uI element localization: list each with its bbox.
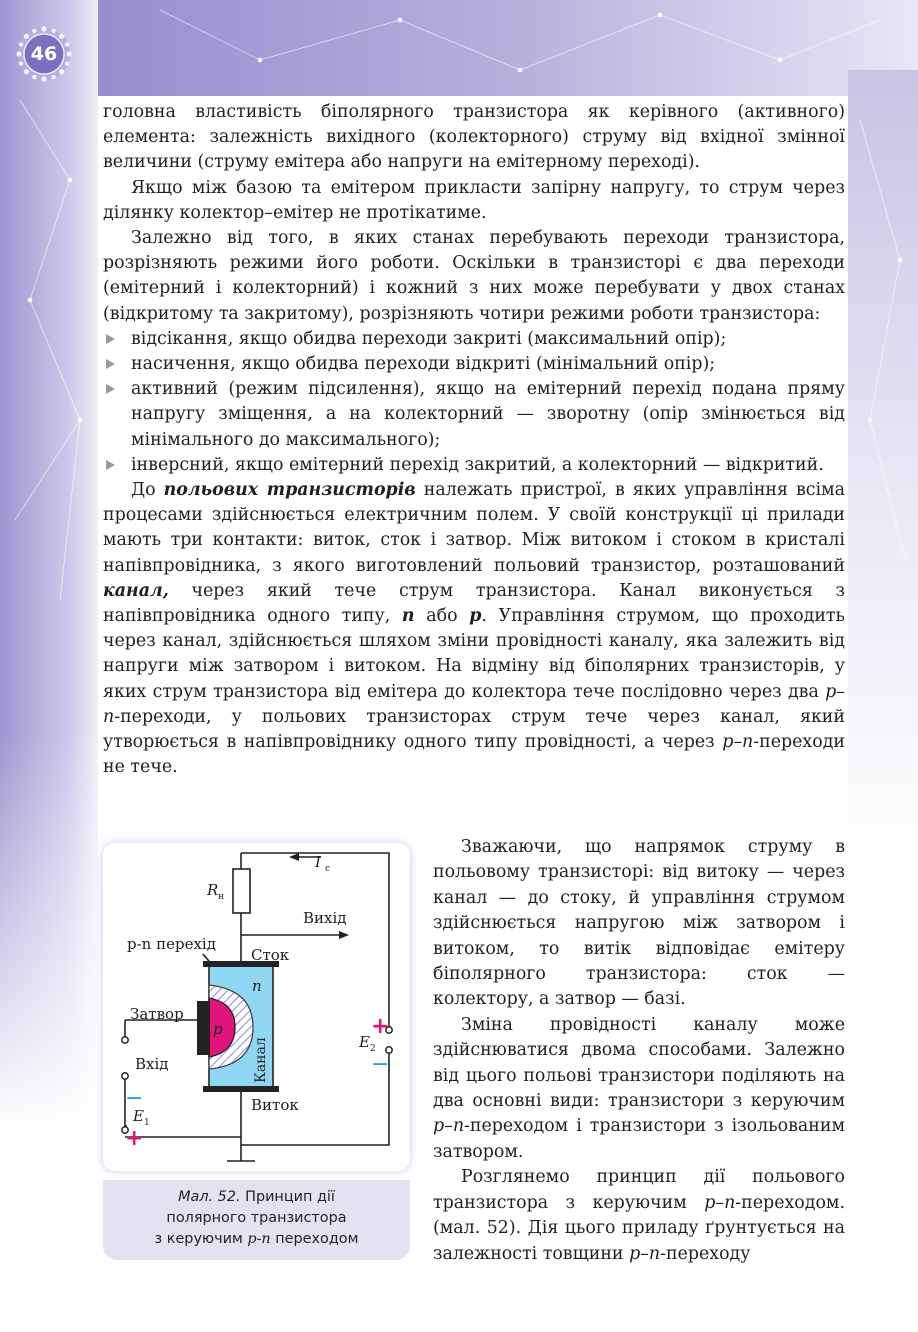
plus-sign: + [125, 1126, 144, 1151]
caption-text: переходом [270, 1231, 359, 1247]
caption-line: полярного транзистора [166, 1210, 347, 1226]
term-field-transistors: польових транзисторів [163, 480, 416, 501]
text-run: або [414, 606, 470, 627]
figure-caption [103, 1180, 410, 1260]
e1-label-sub: 1 [144, 1118, 150, 1128]
caption-line [103, 1187, 410, 1208]
list-item-text: насичення, якщо обидва переходи відкриті (мінімальний опір); [131, 354, 716, 375]
text-run: -переходу [660, 1243, 751, 1264]
minus-sign: − [371, 1052, 390, 1077]
text-run: належать пристрої, в яких управління всіма процесами здійснюється електричним полем. У своїй конструкції ці прилади мають три контакти: виток, сток і затвор. Між витоком і стоком в кристалі напівпровідника, з якого виготовлений польовий транзистор, розташований [103, 480, 845, 576]
channel-label: Канал [253, 1037, 269, 1083]
text-run: Розглянемо принцип дії польового транзистора з керуючим [433, 1167, 845, 1213]
output-label: Вихід [303, 909, 347, 927]
source-label: Виток [251, 1096, 299, 1114]
term-p: p [469, 606, 482, 627]
term-n: n [401, 606, 415, 627]
page-number: 46 [30, 43, 58, 65]
gate-label: Затвор [130, 1005, 184, 1023]
page-number-badge [16, 26, 72, 82]
text-run: через який тече струм транзистора. Канал виконується з напівпровідника одного типу, [103, 580, 845, 627]
text-run: -переходи, у польових транзисторах струм тече через канал, який утворюється в напівпровіднику одного типу провідності, а через [103, 706, 845, 753]
term-pn: p–n [629, 1243, 661, 1264]
text-run: -переходом і транзистори з ізольованим затвором. [433, 1116, 845, 1162]
caption-term: p-n [247, 1231, 271, 1247]
list-item [103, 352, 845, 377]
term-pn: p–n [103, 681, 845, 727]
paragraph: головна властивість біполярного транзистора як керівного (активного) елемента: залежність вихідного (колекторного) струму від вхідної змінної величини (струму емітера або напруги на емітерному переході). [103, 102, 845, 173]
figure-number: Мал. 52. [178, 1189, 241, 1205]
resistor-label-sub: н [218, 892, 224, 902]
n-region-label: n [252, 977, 262, 995]
current-label: I [315, 853, 321, 871]
term-pn: p–n [433, 1116, 465, 1137]
list-item [103, 453, 845, 478]
current-label-sub: с [325, 864, 331, 874]
list-item [103, 377, 845, 453]
paragraph [103, 478, 845, 780]
paragraph [433, 1165, 845, 1267]
e2-label-sub: 2 [370, 1044, 376, 1054]
text-run: . Управління струмом, що проходить через канал, здійснюється шляхом зміни провідності каналу, яка залежить від напруги між затвором і витоком. На відміну від біполярних транзисторів, у яких струм транзистора від емітера до колектора тече послідовно через два [103, 606, 845, 702]
e1-label: E [133, 1107, 144, 1125]
side-text [433, 835, 845, 1267]
p-region-label: p [213, 1020, 223, 1038]
pn-junction-label: p-n перехід [127, 935, 216, 953]
list-item-text: відсікання, якщо обидва переходи закриті (максимальний опір); [131, 328, 727, 349]
triangle-bullet-icon [106, 334, 115, 344]
paragraph [433, 1013, 845, 1165]
text-run: -переходом. (мал. 52). Дія цього приладу ґрунтується на залежності товщини [433, 1192, 845, 1264]
text-run: -переходи не тече. [103, 732, 845, 778]
caption-line [103, 1229, 410, 1250]
minus-sign: − [125, 1086, 144, 1111]
drain-label: Сток [251, 946, 290, 964]
triangle-bullet-icon [106, 384, 115, 394]
transistor-circuit-diagram [103, 843, 410, 1171]
term-channel: канал, [103, 580, 169, 601]
input-label: Вхід [135, 1055, 169, 1073]
caption-text: Принцип дії [240, 1189, 335, 1205]
resistor-label: R [207, 881, 219, 899]
text-run: До [131, 480, 164, 501]
list-item-text: інверсний, якщо емітерний перехід закритий, а колекторний — відкритий. [131, 454, 824, 475]
caption-text: з керуючим [154, 1231, 248, 1247]
paragraph: Зважаючи, що напрямок струму в польовому транзисторі: від витоку — через канал — до стоку, й управління струмом здійснюється напругою між затвором і витоком, то витік відповідає емітеру біполярного транзистора: сток — колектору, а затвор — базі. [433, 837, 845, 1010]
e2-label: E [359, 1033, 370, 1051]
paragraph: Залежно від того, в яких станах перебувають переходи транзистора, розрізняють режими його роботи. Оскільки в транзисторі є два переходи (емітерний і колекторний) і кожний з них може перебувати у двох станах (відкритому та закритому), розрізняють чотири режими роботи транзистора: [103, 228, 845, 324]
plus-sign: + [371, 1014, 390, 1039]
text-run: Зміна провідності каналу може здійснюватися двома способами. Залежно від цього польові транзистори поділяють на два основні види: транзистори з керуючим [433, 1014, 845, 1112]
modes-list [103, 327, 845, 478]
triangle-bullet-icon [106, 460, 115, 470]
term-pn: p–n [704, 1192, 736, 1213]
list-item-text: активний (режим підсилення), якщо на емітерний перехід подана пряму напругу зміщення, а на колекторний — зворотну (опір змінюється від мінімального до максимального); [131, 379, 845, 450]
list-item [103, 327, 845, 352]
main-text [103, 100, 845, 780]
paragraph: Якщо між базою та емітером прикласти запірну напругу, то струм через ділянку колектор–емітер не протікатиме. [103, 177, 845, 223]
triangle-bullet-icon [106, 359, 115, 369]
term-pn: p–n [722, 732, 754, 753]
